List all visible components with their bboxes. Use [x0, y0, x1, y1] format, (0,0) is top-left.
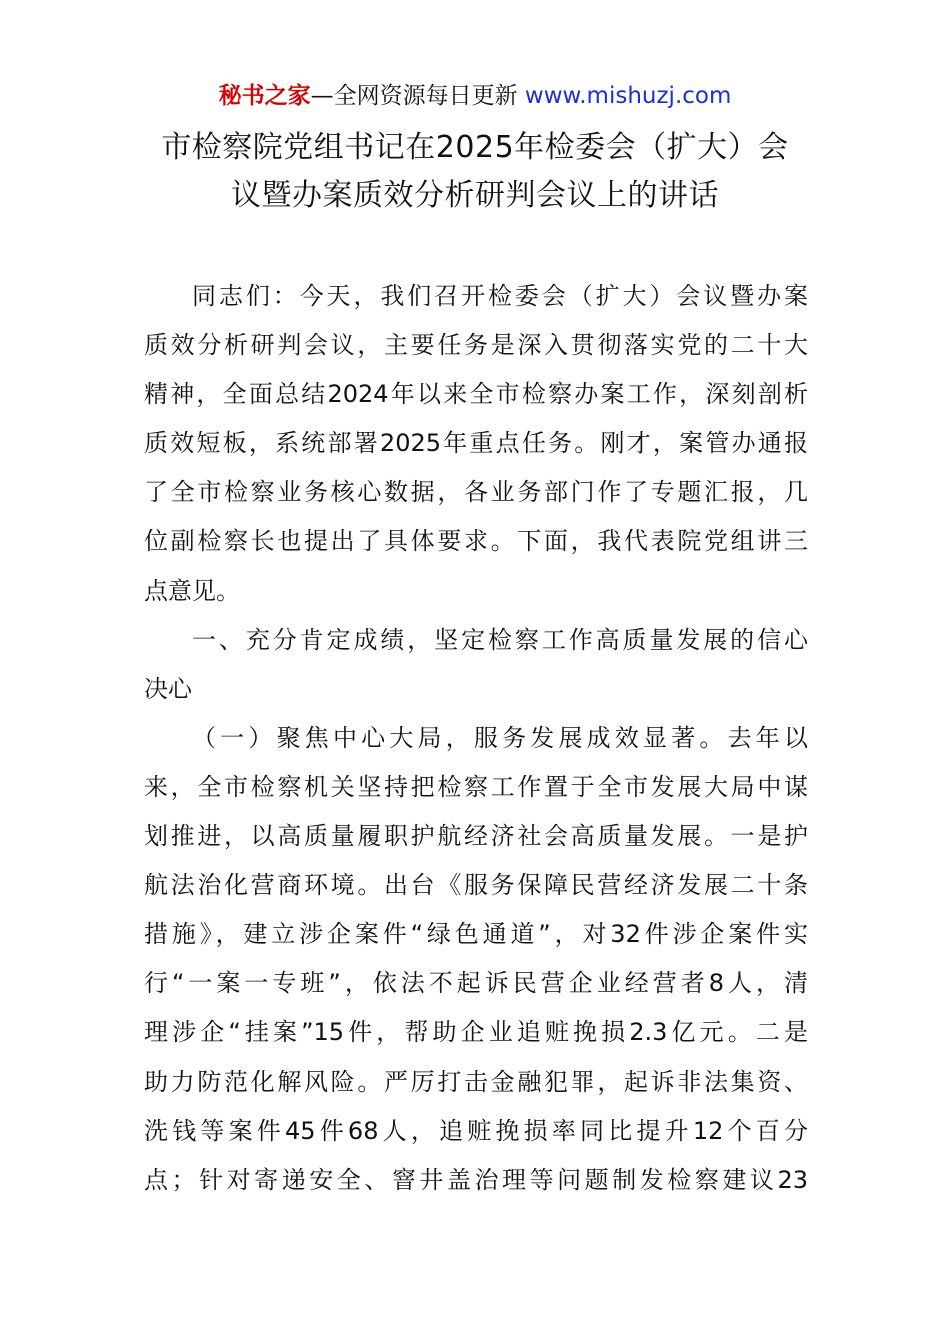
text-line: 了全市检察业务核心数据，各业务部门作了专题汇报，几 — [144, 478, 808, 507]
text-line: 点；针对寄递安全、窨井盖治理等问题制发检察建议23 — [144, 1165, 808, 1194]
text-line: 位副检察长也提出了具体要求。下面，我代表院党组讲三 — [144, 527, 808, 556]
document-body — [144, 272, 808, 1205]
text-line: 措施》，建立涉企案件“绿色通道”，对32件涉企案件实 — [144, 920, 808, 949]
text-line: 质效短板，系统部署2025年重点任务。刚才，案管办通报 — [144, 429, 808, 458]
text-line: （一）聚焦中心大局，服务发展成效显著。去年以 — [192, 723, 808, 752]
text-line: 助力防范化解风险。严厉打击金融犯罪，起诉非法集资、 — [144, 1067, 808, 1096]
banner-tagline: —全网资源每日更新 — [310, 83, 518, 109]
text-line: 精神，全面总结2024年以来全市检察办案工作，深刻剖析 — [144, 380, 808, 409]
banner-url-link[interactable]: www.mishuzj.com — [524, 83, 732, 109]
text-line: 航法治化营商环境。出台《服务保障民营经济发展二十条 — [144, 871, 808, 900]
text-line: 质效分析研判会议，主要任务是深入贯彻落实党的二十大 — [144, 331, 808, 360]
text-line: 点意见。 — [144, 576, 240, 605]
paragraph-opening — [144, 272, 808, 616]
text-line: 来，全市检察机关坚持把检察工作置于全市发展大局中谋 — [144, 772, 808, 801]
title-line-2: 议暨办案质效分析研判会议上的讲话 — [231, 178, 719, 213]
text-line: 同志们：今天，我们召开检委会（扩大）会议暨办案 — [192, 282, 808, 310]
text-line: 理涉企“挂案”15件，帮助企业追赃挽损2.3亿元。二是 — [144, 1018, 808, 1047]
heading-line: 一、充分肯定成绩，坚定检察工作高质量发展的信心 — [192, 625, 808, 654]
banner-brand: 秘书之家 — [218, 83, 311, 109]
site-banner — [0, 80, 950, 112]
text-line: 洗钱等案件45件68人，追赃挽损率同比提升12个百分 — [144, 1116, 808, 1145]
text-line: 划推进，以高质量履职护航经济社会高质量发展。一是护 — [144, 822, 808, 851]
text-line: 行“一案一专班”，依法不起诉民营企业经营者8人，清 — [144, 969, 808, 998]
document-title — [0, 124, 950, 220]
paragraph-subsection-1 — [144, 714, 808, 1205]
title-line-1: 市检察院党组书记在2025年检委会（扩大）会 — [161, 130, 789, 165]
heading-line: 决心 — [144, 674, 192, 703]
section-heading-1 — [144, 616, 808, 714]
